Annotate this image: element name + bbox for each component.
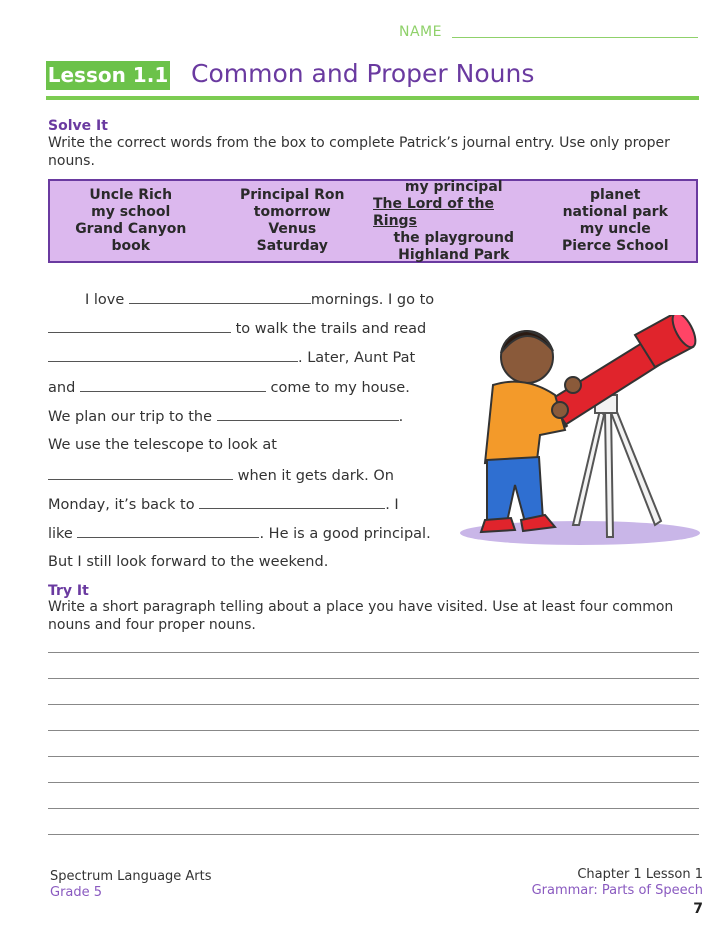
page-number: 7 [693,901,703,917]
word-box [48,179,698,263]
passage-line [48,320,426,337]
word: my school [91,204,171,220]
writing-line[interactable] [48,652,699,653]
lesson-title: Common and Proper Nouns [191,59,535,88]
word: Grand Canyon [75,221,187,237]
passage-text: come to my house. [265,380,410,396]
answer-blank[interactable] [48,320,231,333]
word: my principal [404,178,503,195]
word-column [535,181,697,261]
solve-it-heading: Solve It [48,118,108,134]
word: Venus [268,221,317,237]
passage-text: like [48,526,78,542]
footer-chapter: Chapter 1 Lesson 1 [577,867,703,882]
footer-book-title: Spectrum Language Arts [50,869,212,884]
word-column [50,181,212,261]
word-column [212,181,374,261]
passage-text: and [48,380,80,396]
writing-line[interactable] [48,730,699,731]
footer-grade: Grade 5 [50,885,103,900]
word: The Lord of the Rings [373,195,494,229]
answer-blank[interactable] [48,349,298,362]
word: Saturday [256,238,328,254]
word: Highland Park [398,246,510,263]
boy-with-telescope-illustration [455,315,700,550]
answer-blank[interactable] [129,291,311,304]
passage-text: We use the telescope to look at [48,437,277,453]
solve-it-instructions: Write the correct words from the box to complete Patrick’s journal entry. Use only proper nouns. [48,135,670,169]
passage-line [48,467,394,484]
answer-blank[interactable] [217,408,399,421]
passage-line [48,408,403,425]
passage-text: I love [85,292,129,308]
lesson-badge: Lesson 1.1 [46,61,170,90]
passage-text: We plan our trip to the [48,409,217,425]
writing-line[interactable] [48,782,699,783]
word: Pierce School [561,238,669,254]
word-column [373,178,535,263]
passage-line [48,437,277,453]
try-it-heading: Try It [48,583,89,599]
word: the playground [393,229,514,246]
passage-line [48,496,399,513]
passage-text: . [398,409,404,425]
answer-blank[interactable] [199,496,385,509]
passage-text: . Later, Aunt Pat [298,350,416,366]
word: Principal Ron [239,187,345,203]
passage-text: mornings. I go to [310,292,435,308]
passage-text: But I still look forward to the weekend. [48,554,329,570]
title-divider [46,96,699,100]
word: book [111,238,151,254]
writing-line[interactable] [48,704,699,705]
passage-line [48,525,431,542]
writing-line[interactable] [48,756,699,757]
passage-text: Monday, it’s back to [48,497,200,513]
word: tomorrow [253,204,331,220]
name-label: NAME [399,24,442,40]
word: Uncle Rich [89,187,173,203]
word: national park [562,204,668,220]
passage-text: when it gets dark. On [233,468,394,484]
passage-text: . I [385,497,399,513]
try-it-instructions: Write a short paragraph telling about a place you have visited. Use at least four common nouns and four proper nouns. [48,599,674,633]
passage-line [85,291,434,308]
writing-line[interactable] [48,834,699,835]
word: planet [590,187,641,203]
passage-line [48,554,328,570]
writing-line[interactable] [48,808,699,809]
passage-line [48,349,415,366]
word: my uncle [579,221,651,237]
passage-line [48,379,410,396]
answer-blank[interactable] [80,379,266,392]
writing-line[interactable] [48,678,699,679]
footer-topic: Grammar: Parts of Speech [531,883,703,898]
name-field-line[interactable] [452,37,698,38]
passage-text: to walk the trails and read [231,321,427,337]
answer-blank[interactable] [77,525,259,538]
answer-blank[interactable] [48,467,233,480]
passage-text: . He is a good principal. [259,526,431,542]
